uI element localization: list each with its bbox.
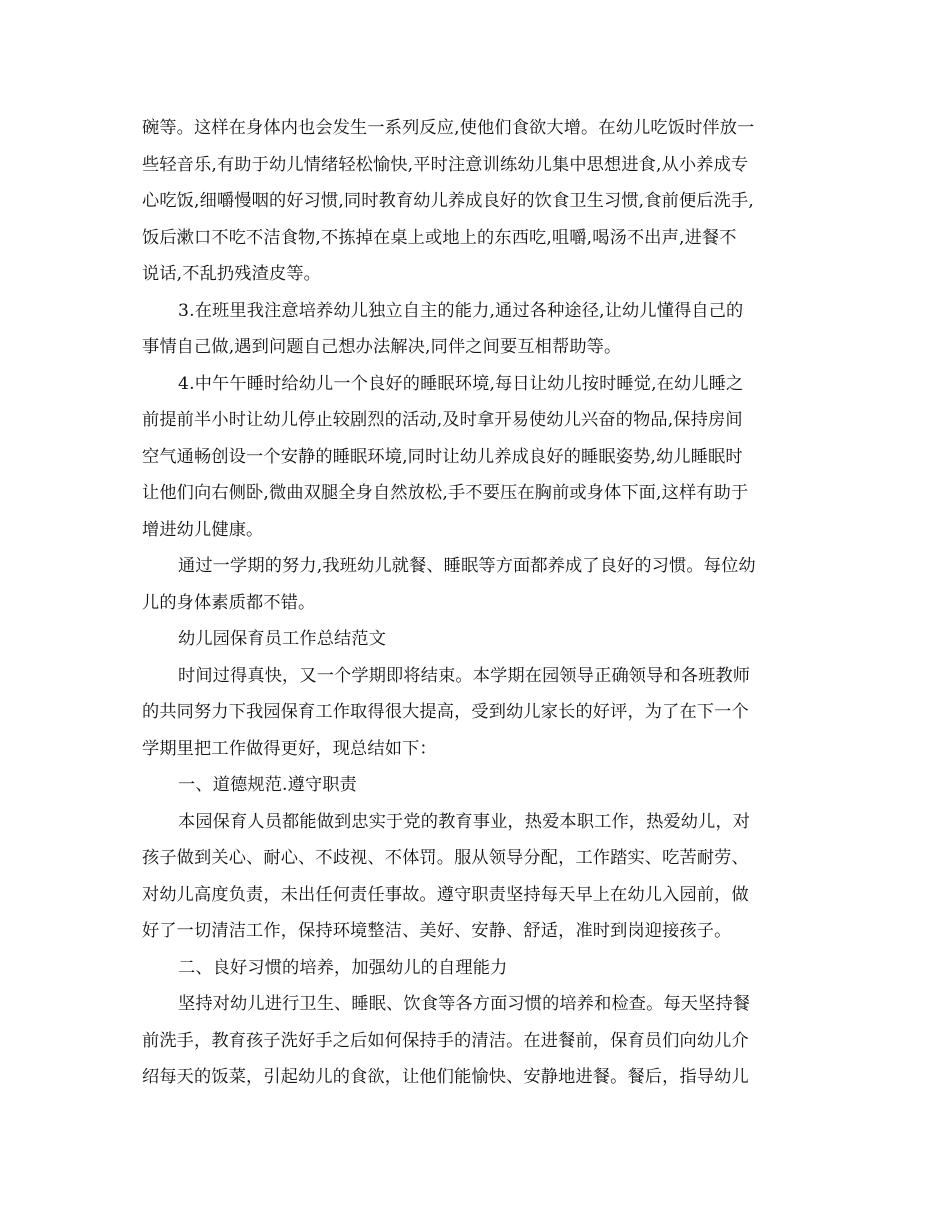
heading-two: 二、良好习惯的培养，加强幼儿的自理能力 [178, 957, 508, 978]
text-line: 学期里把工作做得更好，现总结如下： [142, 738, 437, 759]
paragraph-item-4: 4.中午午睡时给幼儿一个良好的睡眠环境,每日让幼儿按时睡觉,在幼儿睡之 [178, 373, 744, 394]
text-line: 增进幼儿健康。 [142, 519, 264, 540]
document-body [142, 110, 814, 1096]
text-line: 空气通畅创设一个安静的睡眠环境,同时让幼儿养成良好的睡眠姿势,幼儿睡眠时 [142, 446, 743, 467]
section-title: 幼儿园保育员工作总结范文 [178, 629, 387, 649]
text-line: 心吃饭,细嚼慢咽的好习惯,同时教育幼儿养成良好的饮食卫生习惯,食前便后洗手, [142, 191, 754, 211]
text-line: 饭后漱口不吃不洁食物,不拣掉在桌上或地上的东西吃,咀嚼,喝汤不出声,进餐不 [142, 227, 737, 248]
paragraph-intro: 时间过得真快，又一个学期即将结束。本学期在园领导正确领导和各班教师 [178, 665, 751, 686]
text-line: 事情自己做,遇到问题自己想办法解决,同伴之间要互相帮助等。 [142, 337, 622, 357]
heading-one: 一、道德规范.遵守职责 [178, 775, 357, 795]
paragraph-habits: 坚持对幼儿进行卫生、睡眠、饮食等各方面习惯的培养和检查。每天坚持餐 [178, 994, 751, 1014]
text-line: 些轻音乐,有助于幼儿情绪轻松愉快,平时注意训练幼儿集中思想进食,从小养成专 [142, 154, 749, 175]
paragraph-ethics: 本园保育人员都能做到忠实于党的教育事业，热爱本职工作，热爱幼儿，对 [178, 811, 751, 832]
paragraph-item-3: 3.在班里我注意培养幼儿独立自主的能力,通过各种途径,让幼儿懂得自己的 [178, 300, 744, 321]
text-line: 孩子做到关心、耐心、不歧视、不体罚。服从领导分配，工作踏实、吃苦耐劳、 [142, 848, 749, 868]
text-line: 前提前半小时让幼儿停止较剧烈的活动,及时拿开易使幼儿兴奋的物品,保持房间 [142, 410, 743, 430]
text-line: 好了一切清洁工作，保持环境整洁、美好、安静、舒适，准时到岗迎接孩子。 [142, 921, 732, 941]
text-line: 儿的身体素质都不错。 [142, 592, 316, 613]
text-line: 说话,不乱扔残渣皮等。 [142, 264, 321, 284]
text-line: 对幼儿高度负责，未出任何责任事故。遵守职责坚持每天早上在幼儿入园前，做 [142, 884, 749, 905]
text-line: 的共同努力下我园保育工作取得很大提高，受到幼儿家长的好评，为了在下一个 [142, 702, 749, 722]
text-line: 碗等。这样在身体内也会发生一系列反应,使他们食欲大增。在幼儿吃饭时伴放一 [142, 118, 755, 138]
text-line: 让他们向右侧卧,微曲双腿全身自然放松,手不要压在胸前或身体下面,这样有助于 [142, 483, 749, 503]
paragraph-summary: 通过一学期的努力,我班幼儿就餐、睡眠等方面都养成了良好的习惯。每位幼 [178, 556, 756, 576]
text-line: 绍每天的饭菜，引起幼儿的食欲，让他们能愉快、安静地进餐。餐后，指导幼儿 [142, 1067, 749, 1087]
text-line: 前洗手，教育孩子洗好手之后如何保持手的清洁。在进餐前，保育员们向幼儿介 [142, 1030, 749, 1051]
